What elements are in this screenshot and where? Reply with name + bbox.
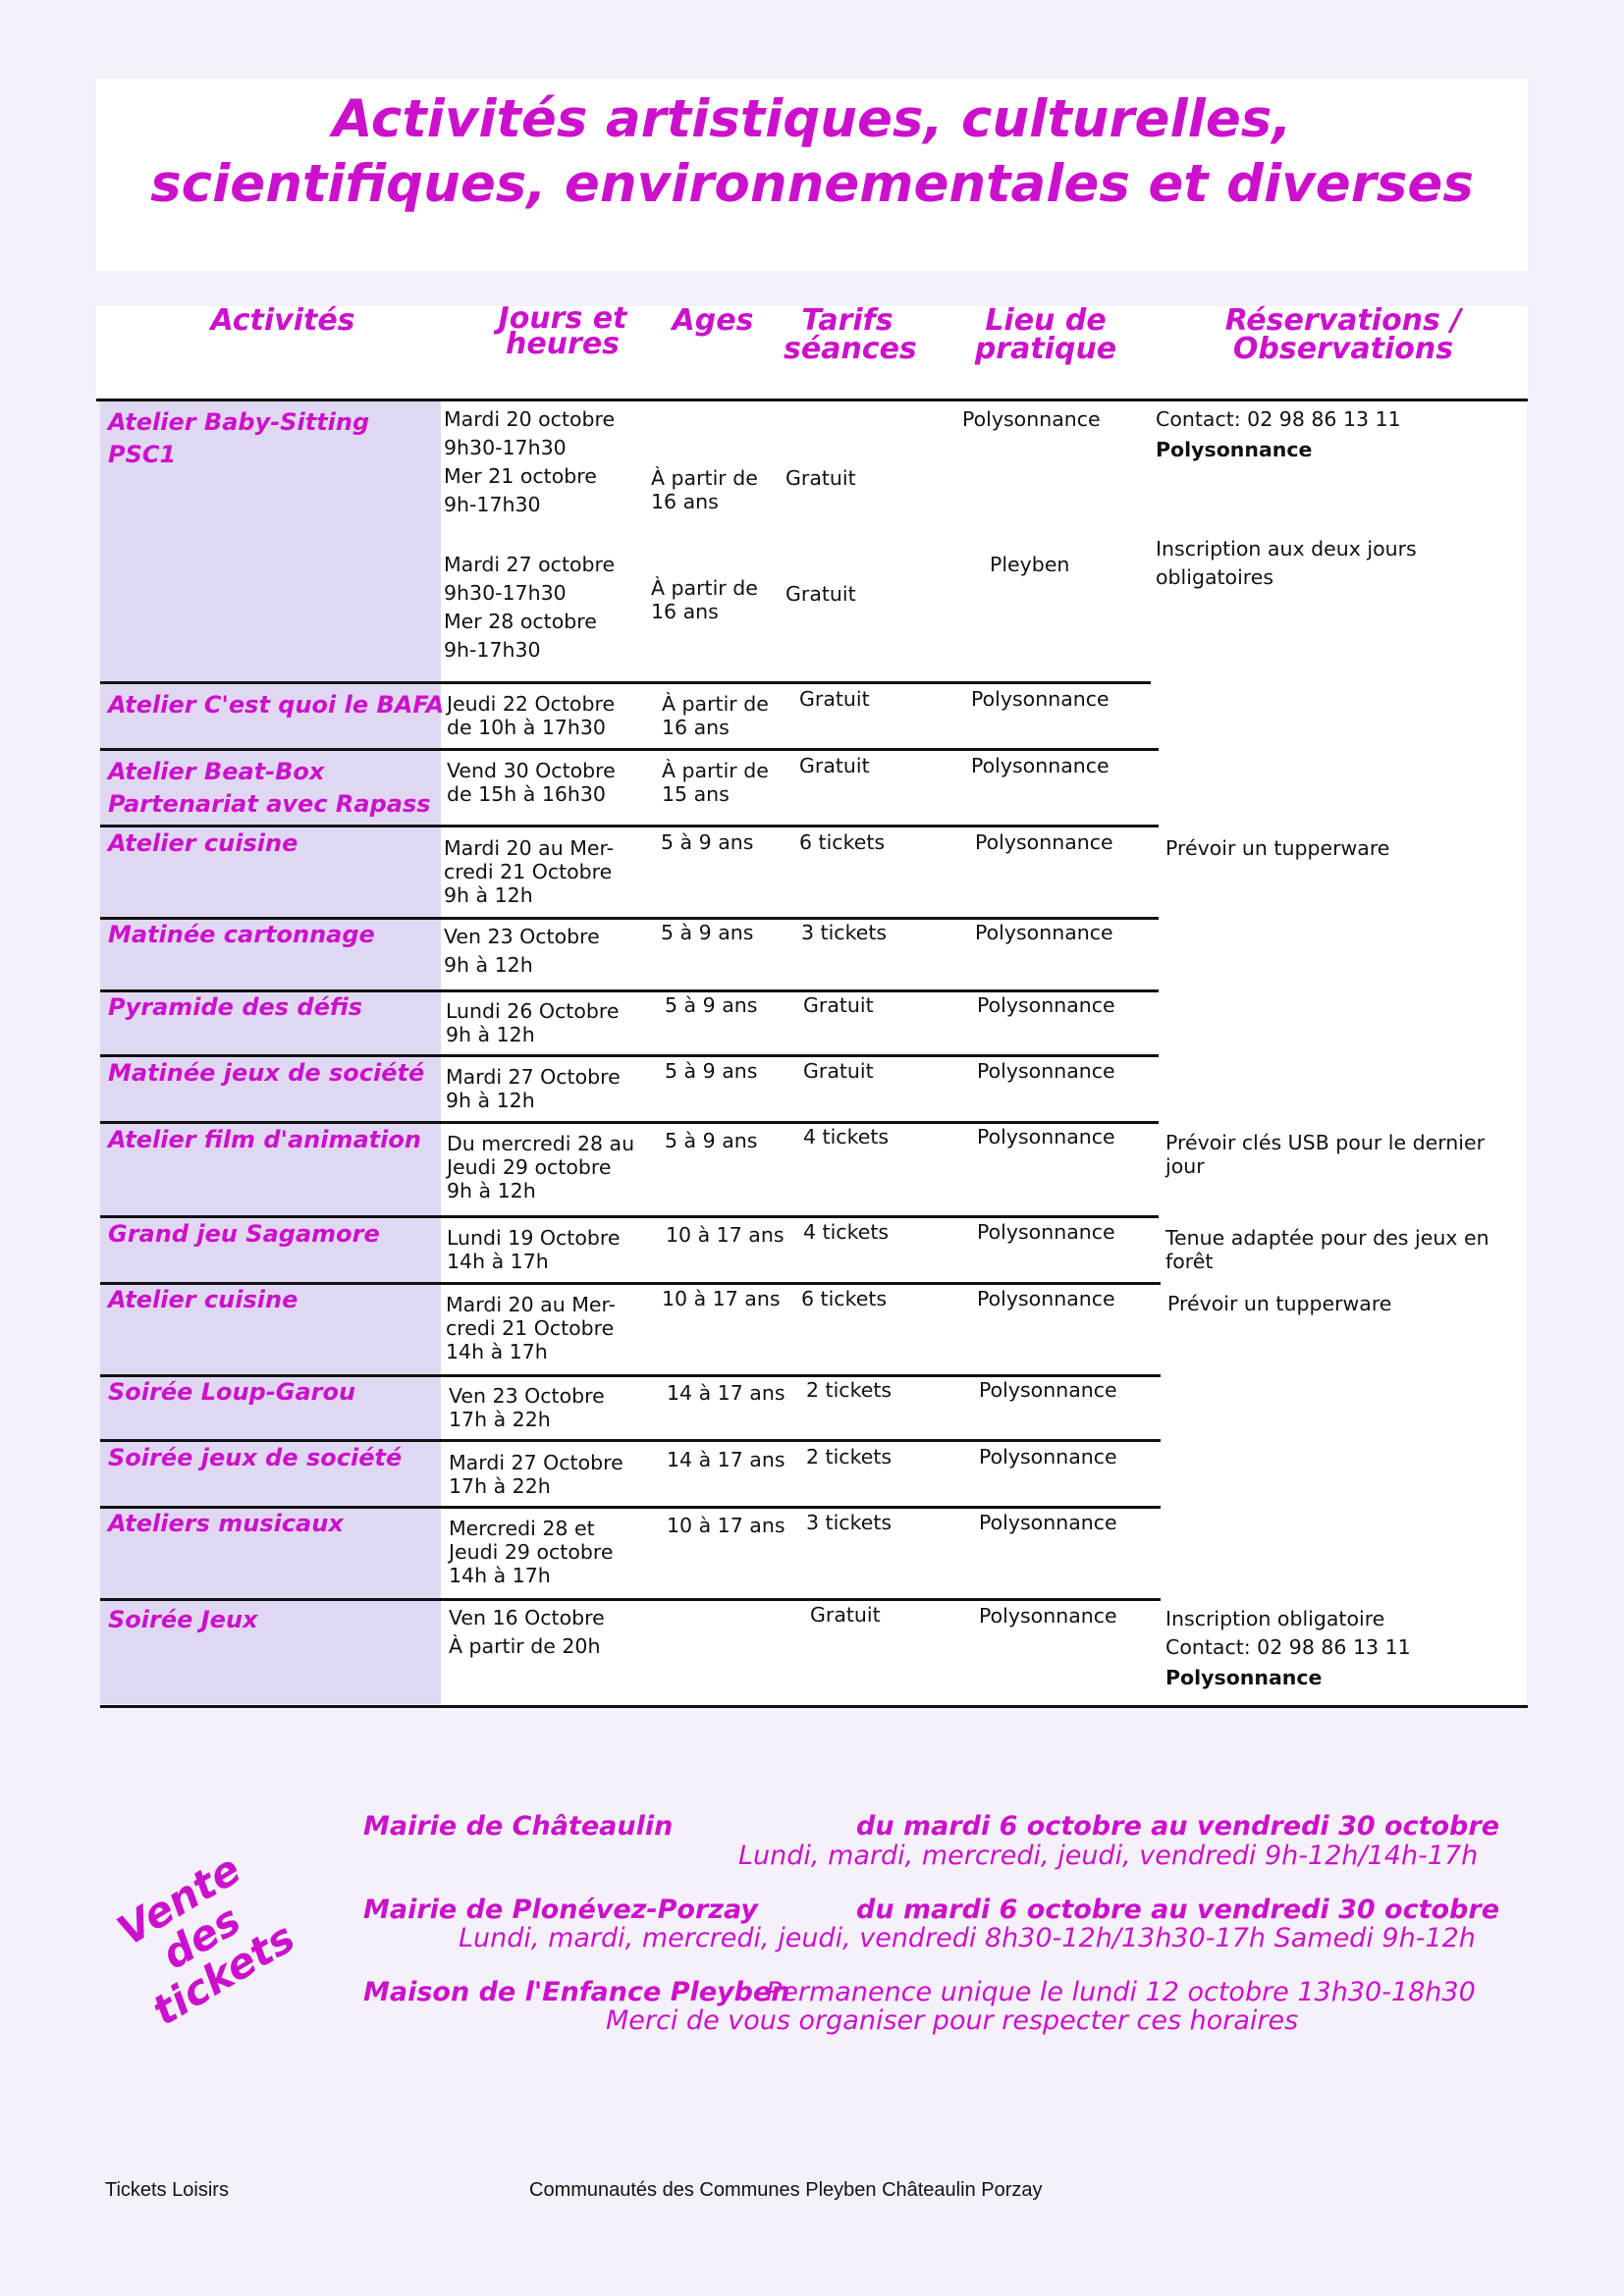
row-tarif: 3 tickets bbox=[806, 1511, 893, 1534]
row-jours: Lundi 26 Octobre 9h à 12h bbox=[446, 999, 620, 1046]
row-jours: Lundi 19 Octobre 14h à 17h bbox=[447, 1226, 621, 1273]
row-obs: Inscription aux deux jours obligatoires bbox=[1156, 537, 1417, 589]
activity-name: Atelier C'est quoi le BAFA bbox=[108, 691, 445, 719]
row-tarif: 3 tickets bbox=[801, 921, 888, 944]
row-lieu: Polysonnance bbox=[977, 993, 1115, 1017]
header-activites: Activités bbox=[210, 303, 355, 338]
sale-place-hours: Lundi, mardi, mercredi, jeudi, vendredi 8h30-12h/13h30-17h Samedi 9h-12h bbox=[459, 1923, 1476, 1953]
row-ages: À partir de 16 ans bbox=[651, 576, 758, 623]
row-jours: Mardi 20 au Mer- credi 21 Octobre 9h à 12h bbox=[444, 836, 615, 907]
sale-place-dates: du mardi 6 octobre au vendredi 30 octobre bbox=[856, 1895, 1500, 1925]
header-lieu: Lieu de pratique bbox=[974, 303, 1117, 366]
activity-name: Atelier Beat-Box Partenariat avec Rapass bbox=[108, 758, 431, 818]
row-lieu: Polysonnance bbox=[979, 1604, 1117, 1628]
header-jours: Jours et heures bbox=[498, 301, 627, 361]
header-ages: Ages bbox=[672, 303, 754, 338]
activity-name: Pyramide des défis bbox=[108, 993, 363, 1021]
rule-bottom bbox=[100, 1705, 1528, 1708]
row-tarif: Gratuit bbox=[799, 687, 870, 711]
row-lieu: Polysonnance bbox=[977, 1287, 1115, 1310]
row-jours: Mardi 27 octobre 9h30-17h30 Mer 28 octobre 9h-17h30 bbox=[444, 553, 616, 662]
row-ages: 10 à 17 ans bbox=[666, 1223, 785, 1247]
row-obs: Tenue adaptée pour des jeux en forêt bbox=[1165, 1226, 1489, 1273]
row-lieu: Pleyben bbox=[990, 553, 1070, 576]
row-lieu: Polysonnance bbox=[962, 407, 1101, 431]
row-tarif: Gratuit bbox=[785, 466, 856, 490]
activity-name: Soirée Loup-Garou bbox=[108, 1378, 356, 1406]
row-obs: Prévoir un tupperware bbox=[1167, 1292, 1392, 1315]
row-tarif: 4 tickets bbox=[803, 1220, 890, 1244]
activity-name: Matinée cartonnage bbox=[108, 921, 375, 948]
sale-place-dates: Permanence unique le lundi 12 octobre 13h30-18h30 bbox=[766, 1977, 1476, 2007]
row-lieu: Polysonnance bbox=[977, 1220, 1115, 1244]
activity-name: Atelier film d'animation bbox=[108, 1126, 421, 1153]
vente-des-tickets-stamp bbox=[72, 1824, 352, 2083]
row-tarif: Gratuit bbox=[799, 754, 870, 777]
row-jours: Ven 16 Octobre À partir de 20h bbox=[449, 1606, 605, 1658]
row-ages: À partir de 15 ans bbox=[662, 759, 769, 806]
activity-name: Ateliers musicaux bbox=[108, 1510, 344, 1537]
row-tarif: 2 tickets bbox=[806, 1445, 893, 1468]
sale-place-name: Mairie de Plonévez-Porzay bbox=[363, 1895, 758, 1925]
activity-name: Soirée jeux de société bbox=[108, 1444, 403, 1471]
row-lieu: Polysonnance bbox=[979, 1445, 1117, 1468]
title-box bbox=[96, 79, 1528, 271]
rule-header bbox=[96, 399, 1528, 401]
sale-place-name: Mairie de Châteaulin bbox=[363, 1811, 674, 1842]
activity-name: Atelier cuisine bbox=[108, 829, 298, 857]
sale-place-hours: Lundi, mardi, mercredi, jeudi, vendredi 9h-12h/14h-17h bbox=[738, 1841, 1479, 1871]
row-obs: Contact: 02 98 86 13 11 bbox=[1156, 407, 1401, 431]
row-ages: 5 à 9 ans bbox=[661, 830, 754, 854]
row-ages: 5 à 9 ans bbox=[665, 1129, 758, 1152]
table-header bbox=[96, 301, 1528, 398]
activity-name: Atelier cuisine bbox=[108, 1286, 298, 1313]
row-tarif: Gratuit bbox=[810, 1603, 881, 1627]
row-ages: 10 à 17 ans bbox=[662, 1287, 781, 1310]
row-jours: Du mercredi 28 au Jeudi 29 octobre 9h à 12h bbox=[447, 1132, 635, 1202]
row-ages: 14 à 17 ans bbox=[667, 1381, 785, 1405]
page-title-line-2: scientifiques, environnementales et diverses bbox=[150, 154, 1474, 214]
row-jours: Vend 30 Octobre de 15h à 16h30 bbox=[447, 759, 616, 806]
row-tarif: 4 tickets bbox=[803, 1125, 890, 1148]
row-ages: 5 à 9 ans bbox=[661, 921, 754, 944]
row-jours: Ven 23 Octobre 9h à 12h bbox=[444, 925, 600, 977]
row-lieu: Polysonnance bbox=[975, 830, 1113, 854]
rule-row-2 bbox=[100, 748, 1159, 751]
footer-center: Communautés des Communes Pleyben Châteaulin Porzay bbox=[529, 2179, 1043, 2201]
sale-place-hours: Merci de vous organiser pour respecter ces horaires bbox=[606, 2005, 1299, 2036]
row-lieu: Polysonnance bbox=[971, 754, 1110, 777]
row-jours: Mardi 20 au Mer- credi 21 Octobre 14h à 17h bbox=[446, 1293, 617, 1363]
row-lieu: Polysonnance bbox=[975, 921, 1113, 944]
row-jours: Mercredi 28 et Jeudi 29 octobre 14h à 17h bbox=[449, 1517, 614, 1587]
row-jours: Mardi 20 octobre 9h30-17h30 Mer 21 octobre 9h-17h30 bbox=[444, 407, 616, 516]
row-ages: À partir de 16 ans bbox=[662, 692, 769, 739]
row-lieu: Polysonnance bbox=[979, 1378, 1117, 1402]
row-jours: Ven 23 Octobre 17h à 22h bbox=[449, 1384, 605, 1431]
row-jours: Mardi 27 Octobre 17h à 22h bbox=[449, 1451, 623, 1498]
row-tarif: Gratuit bbox=[785, 582, 856, 606]
row-jours: Jeudi 22 Octobre de 10h à 17h30 bbox=[447, 692, 616, 739]
row-obs: Prévoir un tupperware bbox=[1165, 836, 1390, 860]
rule-row-13 bbox=[100, 1598, 1161, 1601]
row-lieu: Polysonnance bbox=[971, 687, 1110, 711]
row-ages: 5 à 9 ans bbox=[665, 1059, 758, 1083]
row-ages: 5 à 9 ans bbox=[665, 993, 758, 1017]
row-ages: 10 à 17 ans bbox=[667, 1514, 785, 1537]
row-tarif: Gratuit bbox=[803, 993, 874, 1017]
sale-place-name: Maison de l'Enfance Pleyben bbox=[363, 1977, 790, 2007]
row-obs: Prévoir clés USB pour le dernier jour bbox=[1165, 1131, 1486, 1178]
activity-name: Atelier Baby-Sitting PSC1 bbox=[108, 408, 370, 468]
row-jours: Mardi 27 Octobre 9h à 12h bbox=[446, 1065, 621, 1112]
row-lieu: Polysonnance bbox=[977, 1059, 1115, 1083]
row-tarif: 2 tickets bbox=[806, 1378, 893, 1402]
row-obs-bold: Polysonnance bbox=[1156, 438, 1313, 461]
row-lieu: Polysonnance bbox=[979, 1511, 1117, 1534]
activity-name: Grand jeu Sagamore bbox=[108, 1220, 380, 1248]
footer-left: Tickets Loisirs bbox=[105, 2179, 229, 2201]
sale-place-dates: du mardi 6 octobre au vendredi 30 octobre bbox=[856, 1811, 1500, 1842]
header-reservations: Réservations / Observations bbox=[1224, 303, 1462, 366]
row-obs: Inscription obligatoire Contact: 02 98 86 13 11 bbox=[1165, 1607, 1411, 1659]
activity-name: Matinée jeux de société bbox=[108, 1059, 425, 1087]
row-tarif: Gratuit bbox=[803, 1059, 874, 1083]
row-ages: À partir de 16 ans bbox=[651, 466, 758, 513]
header-tarifs: Tarifs séances bbox=[784, 303, 917, 366]
row-tarif: 6 tickets bbox=[801, 1287, 888, 1310]
page-title-line-1: Activités artistiques, culturelles, bbox=[332, 89, 1292, 149]
stamp-text: Vente des tickets bbox=[109, 1844, 303, 2036]
activity-name: Soirée Jeux bbox=[108, 1606, 258, 1633]
row-lieu: Polysonnance bbox=[977, 1125, 1115, 1148]
row-ages: 14 à 17 ans bbox=[667, 1448, 785, 1471]
rule-row-1 bbox=[100, 681, 1151, 684]
row-tarif: 6 tickets bbox=[799, 830, 886, 854]
row-obs-bold: Polysonnance bbox=[1165, 1666, 1323, 1689]
